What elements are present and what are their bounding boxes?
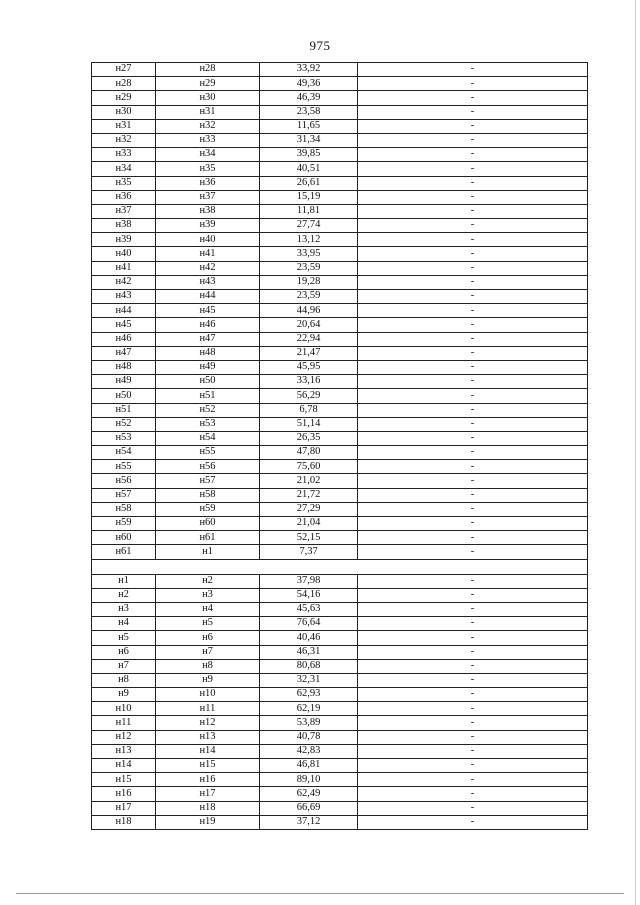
to-point-cell: н33: [156, 133, 260, 147]
separator-row: [92, 559, 588, 574]
from-point-cell: н59: [92, 517, 156, 531]
to-point-cell: н13: [156, 730, 260, 744]
length-cell: 40,78: [260, 730, 358, 744]
note-cell: -: [358, 105, 588, 119]
table-row: [92, 176, 588, 190]
to-point-cell: н59: [156, 502, 260, 516]
group-separator: [92, 559, 588, 574]
table-row: [92, 502, 588, 516]
table-row: [92, 716, 588, 730]
table-row: [92, 290, 588, 304]
length-cell: 23,59: [260, 261, 358, 275]
to-point-cell: н1: [156, 545, 260, 559]
from-point-cell: н4: [92, 617, 156, 631]
table-row: [92, 233, 588, 247]
length-cell: 62,49: [260, 787, 358, 801]
table-row: [92, 360, 588, 374]
note-cell: -: [358, 460, 588, 474]
length-cell: 19,28: [260, 275, 358, 289]
table-row: [92, 773, 588, 787]
from-point-cell: н2: [92, 588, 156, 602]
note-cell: -: [358, 63, 588, 77]
table-row: [92, 759, 588, 773]
to-point-cell: н15: [156, 759, 260, 773]
length-cell: 39,85: [260, 148, 358, 162]
to-point-cell: н49: [156, 360, 260, 374]
from-point-cell: н46: [92, 332, 156, 346]
table-row: [92, 531, 588, 545]
to-point-cell: н6: [156, 631, 260, 645]
to-point-cell: н4: [156, 602, 260, 616]
from-point-cell: н45: [92, 318, 156, 332]
length-cell: 21,02: [260, 474, 358, 488]
note-cell: -: [358, 77, 588, 91]
table-row: [92, 474, 588, 488]
to-point-cell: н32: [156, 119, 260, 133]
from-point-cell: н12: [92, 730, 156, 744]
table-row: [92, 119, 588, 133]
length-cell: 27,74: [260, 219, 358, 233]
from-point-cell: н30: [92, 105, 156, 119]
length-cell: 66,69: [260, 801, 358, 815]
from-point-cell: н27: [92, 63, 156, 77]
length-cell: 40,46: [260, 631, 358, 645]
to-point-cell: н52: [156, 403, 260, 417]
to-point-cell: н28: [156, 63, 260, 77]
note-cell: -: [358, 702, 588, 716]
table-row: [92, 673, 588, 687]
to-point-cell: н16: [156, 773, 260, 787]
note-cell: -: [358, 162, 588, 176]
segments-table: [91, 62, 588, 830]
to-point-cell: н36: [156, 176, 260, 190]
from-point-cell: н48: [92, 360, 156, 374]
from-point-cell: н8: [92, 673, 156, 687]
note-cell: -: [358, 119, 588, 133]
from-point-cell: н18: [92, 815, 156, 829]
length-cell: 13,12: [260, 233, 358, 247]
from-point-cell: н15: [92, 773, 156, 787]
length-cell: 22,94: [260, 332, 358, 346]
note-cell: -: [358, 389, 588, 403]
scan-right-edge: [635, 0, 636, 905]
table-row: [92, 517, 588, 531]
length-cell: 76,64: [260, 617, 358, 631]
to-point-cell: н45: [156, 304, 260, 318]
length-cell: 46,31: [260, 645, 358, 659]
note-cell: -: [358, 148, 588, 162]
length-cell: 46,39: [260, 91, 358, 105]
table-row: [92, 332, 588, 346]
to-point-cell: н11: [156, 702, 260, 716]
note-cell: -: [358, 474, 588, 488]
length-cell: 51,14: [260, 417, 358, 431]
to-point-cell: н40: [156, 233, 260, 247]
table-row: [92, 417, 588, 431]
length-cell: 7,37: [260, 545, 358, 559]
scan-bottom-line: [16, 893, 624, 894]
to-point-cell: н41: [156, 247, 260, 261]
to-point-cell: н37: [156, 190, 260, 204]
to-point-cell: н56: [156, 460, 260, 474]
table-row: [92, 204, 588, 218]
segments-group-top: [92, 63, 588, 560]
table-row: [92, 744, 588, 758]
length-cell: 33,92: [260, 63, 358, 77]
table-row: [92, 446, 588, 460]
note-cell: -: [358, 176, 588, 190]
from-point-cell: н43: [92, 290, 156, 304]
table-row: [92, 488, 588, 502]
note-cell: -: [358, 219, 588, 233]
note-cell: -: [358, 275, 588, 289]
from-point-cell: н11: [92, 716, 156, 730]
note-cell: -: [358, 375, 588, 389]
to-point-cell: н55: [156, 446, 260, 460]
separator-cell: [92, 559, 588, 574]
note-cell: -: [358, 659, 588, 673]
to-point-cell: н10: [156, 688, 260, 702]
from-point-cell: н53: [92, 431, 156, 445]
length-cell: 75,60: [260, 460, 358, 474]
from-point-cell: н39: [92, 233, 156, 247]
boundary-segments-table: [91, 62, 587, 830]
from-point-cell: н1: [92, 574, 156, 588]
from-point-cell: н51: [92, 403, 156, 417]
from-point-cell: н3: [92, 602, 156, 616]
note-cell: -: [358, 233, 588, 247]
from-point-cell: н31: [92, 119, 156, 133]
from-point-cell: н36: [92, 190, 156, 204]
length-cell: 47,80: [260, 446, 358, 460]
from-point-cell: н9: [92, 688, 156, 702]
to-point-cell: н42: [156, 261, 260, 275]
note-cell: -: [358, 517, 588, 531]
note-cell: -: [358, 247, 588, 261]
note-cell: -: [358, 431, 588, 445]
note-cell: -: [358, 688, 588, 702]
from-point-cell: н32: [92, 133, 156, 147]
note-cell: -: [358, 531, 588, 545]
from-point-cell: н47: [92, 346, 156, 360]
from-point-cell: н44: [92, 304, 156, 318]
length-cell: 21,47: [260, 346, 358, 360]
from-point-cell: н58: [92, 502, 156, 516]
from-point-cell: н6: [92, 645, 156, 659]
note-cell: -: [358, 602, 588, 616]
to-point-cell: н53: [156, 417, 260, 431]
table-row: [92, 403, 588, 417]
length-cell: 89,10: [260, 773, 358, 787]
from-point-cell: н17: [92, 801, 156, 815]
note-cell: -: [358, 773, 588, 787]
length-cell: 53,89: [260, 716, 358, 730]
from-point-cell: н35: [92, 176, 156, 190]
to-point-cell: н30: [156, 91, 260, 105]
table-row: [92, 801, 588, 815]
table-row: [92, 588, 588, 602]
length-cell: 6,78: [260, 403, 358, 417]
table-row: [92, 688, 588, 702]
table-row: [92, 63, 588, 77]
to-point-cell: н58: [156, 488, 260, 502]
to-point-cell: н47: [156, 332, 260, 346]
table-row: [92, 190, 588, 204]
note-cell: -: [358, 360, 588, 374]
from-point-cell: н34: [92, 162, 156, 176]
length-cell: 56,29: [260, 389, 358, 403]
note-cell: -: [358, 290, 588, 304]
segments-group-bottom: [92, 574, 588, 829]
to-point-cell: н3: [156, 588, 260, 602]
table-row: [92, 730, 588, 744]
table-row: [92, 375, 588, 389]
from-point-cell: н38: [92, 219, 156, 233]
to-point-cell: н46: [156, 318, 260, 332]
table-row: [92, 787, 588, 801]
note-cell: -: [358, 332, 588, 346]
to-point-cell: н43: [156, 275, 260, 289]
from-point-cell: н50: [92, 389, 156, 403]
from-point-cell: н52: [92, 417, 156, 431]
from-point-cell: н42: [92, 275, 156, 289]
length-cell: 11,81: [260, 204, 358, 218]
to-point-cell: н2: [156, 574, 260, 588]
length-cell: 52,15: [260, 531, 358, 545]
length-cell: 80,68: [260, 659, 358, 673]
note-cell: -: [358, 403, 588, 417]
length-cell: 21,04: [260, 517, 358, 531]
length-cell: 40,51: [260, 162, 358, 176]
length-cell: 33,95: [260, 247, 358, 261]
note-cell: -: [358, 502, 588, 516]
to-point-cell: н9: [156, 673, 260, 687]
note-cell: -: [358, 488, 588, 502]
from-point-cell: н16: [92, 787, 156, 801]
note-cell: -: [358, 716, 588, 730]
table-row: [92, 346, 588, 360]
length-cell: 49,36: [260, 77, 358, 91]
table-row: [92, 617, 588, 631]
from-point-cell: н28: [92, 77, 156, 91]
from-point-cell: н57: [92, 488, 156, 502]
from-point-cell: н54: [92, 446, 156, 460]
note-cell: -: [358, 588, 588, 602]
to-point-cell: н18: [156, 801, 260, 815]
to-point-cell: н14: [156, 744, 260, 758]
table-row: [92, 304, 588, 318]
from-point-cell: н5: [92, 631, 156, 645]
note-cell: -: [358, 645, 588, 659]
from-point-cell: н13: [92, 744, 156, 758]
note-cell: -: [358, 346, 588, 360]
length-cell: 26,35: [260, 431, 358, 445]
to-point-cell: н35: [156, 162, 260, 176]
to-point-cell: н48: [156, 346, 260, 360]
to-point-cell: н57: [156, 474, 260, 488]
from-point-cell: н29: [92, 91, 156, 105]
note-cell: -: [358, 574, 588, 588]
length-cell: 46,81: [260, 759, 358, 773]
table-row: [92, 133, 588, 147]
length-cell: 23,59: [260, 290, 358, 304]
from-point-cell: н56: [92, 474, 156, 488]
from-point-cell: н60: [92, 531, 156, 545]
note-cell: -: [358, 318, 588, 332]
to-point-cell: н29: [156, 77, 260, 91]
note-cell: -: [358, 190, 588, 204]
table-row: [92, 148, 588, 162]
note-cell: -: [358, 673, 588, 687]
table-row: [92, 389, 588, 403]
table-row: [92, 574, 588, 588]
to-point-cell: н50: [156, 375, 260, 389]
from-point-cell: н14: [92, 759, 156, 773]
length-cell: 32,31: [260, 673, 358, 687]
from-point-cell: н40: [92, 247, 156, 261]
note-cell: -: [358, 631, 588, 645]
note-cell: -: [358, 91, 588, 105]
length-cell: 42,83: [260, 744, 358, 758]
to-point-cell: н31: [156, 105, 260, 119]
table-row: [92, 645, 588, 659]
note-cell: -: [358, 446, 588, 460]
length-cell: 21,72: [260, 488, 358, 502]
to-point-cell: н19: [156, 815, 260, 829]
note-cell: -: [358, 801, 588, 815]
to-point-cell: н8: [156, 659, 260, 673]
length-cell: 45,63: [260, 602, 358, 616]
note-cell: -: [358, 787, 588, 801]
table-row: [92, 275, 588, 289]
length-cell: 15,19: [260, 190, 358, 204]
length-cell: 33,16: [260, 375, 358, 389]
note-cell: -: [358, 744, 588, 758]
to-point-cell: н51: [156, 389, 260, 403]
length-cell: 20,64: [260, 318, 358, 332]
from-point-cell: н7: [92, 659, 156, 673]
to-point-cell: н39: [156, 219, 260, 233]
to-point-cell: н44: [156, 290, 260, 304]
length-cell: 23,58: [260, 105, 358, 119]
from-point-cell: н49: [92, 375, 156, 389]
note-cell: -: [358, 815, 588, 829]
length-cell: 26,61: [260, 176, 358, 190]
table-row: [92, 318, 588, 332]
table-row: [92, 77, 588, 91]
from-point-cell: н55: [92, 460, 156, 474]
table-row: [92, 261, 588, 275]
table-row: [92, 247, 588, 261]
to-point-cell: н60: [156, 517, 260, 531]
table-row: [92, 460, 588, 474]
table-row: [92, 602, 588, 616]
table-row: [92, 162, 588, 176]
from-point-cell: н10: [92, 702, 156, 716]
page-number: 975: [309, 38, 331, 53]
to-point-cell: н5: [156, 617, 260, 631]
table-row: [92, 219, 588, 233]
from-point-cell: н41: [92, 261, 156, 275]
to-point-cell: н7: [156, 645, 260, 659]
length-cell: 27,29: [260, 502, 358, 516]
length-cell: 37,12: [260, 815, 358, 829]
note-cell: -: [358, 545, 588, 559]
note-cell: -: [358, 617, 588, 631]
from-point-cell: н37: [92, 204, 156, 218]
from-point-cell: н61: [92, 545, 156, 559]
length-cell: 62,19: [260, 702, 358, 716]
table-row: [92, 431, 588, 445]
length-cell: 44,96: [260, 304, 358, 318]
table-row: [92, 105, 588, 119]
to-point-cell: н54: [156, 431, 260, 445]
note-cell: -: [358, 730, 588, 744]
table-row: [92, 659, 588, 673]
to-point-cell: н61: [156, 531, 260, 545]
length-cell: 54,16: [260, 588, 358, 602]
length-cell: 45,95: [260, 360, 358, 374]
note-cell: -: [358, 204, 588, 218]
length-cell: 62,93: [260, 688, 358, 702]
to-point-cell: н38: [156, 204, 260, 218]
to-point-cell: н34: [156, 148, 260, 162]
note-cell: -: [358, 759, 588, 773]
note-cell: -: [358, 417, 588, 431]
table-row: [92, 702, 588, 716]
table-row: [92, 815, 588, 829]
length-cell: 37,98: [260, 574, 358, 588]
note-cell: -: [358, 261, 588, 275]
note-cell: -: [358, 304, 588, 318]
to-point-cell: н12: [156, 716, 260, 730]
table-row: [92, 631, 588, 645]
table-row: [92, 545, 588, 559]
from-point-cell: н33: [92, 148, 156, 162]
table-row: [92, 91, 588, 105]
length-cell: 31,34: [260, 133, 358, 147]
length-cell: 11,65: [260, 119, 358, 133]
note-cell: -: [358, 133, 588, 147]
to-point-cell: н17: [156, 787, 260, 801]
